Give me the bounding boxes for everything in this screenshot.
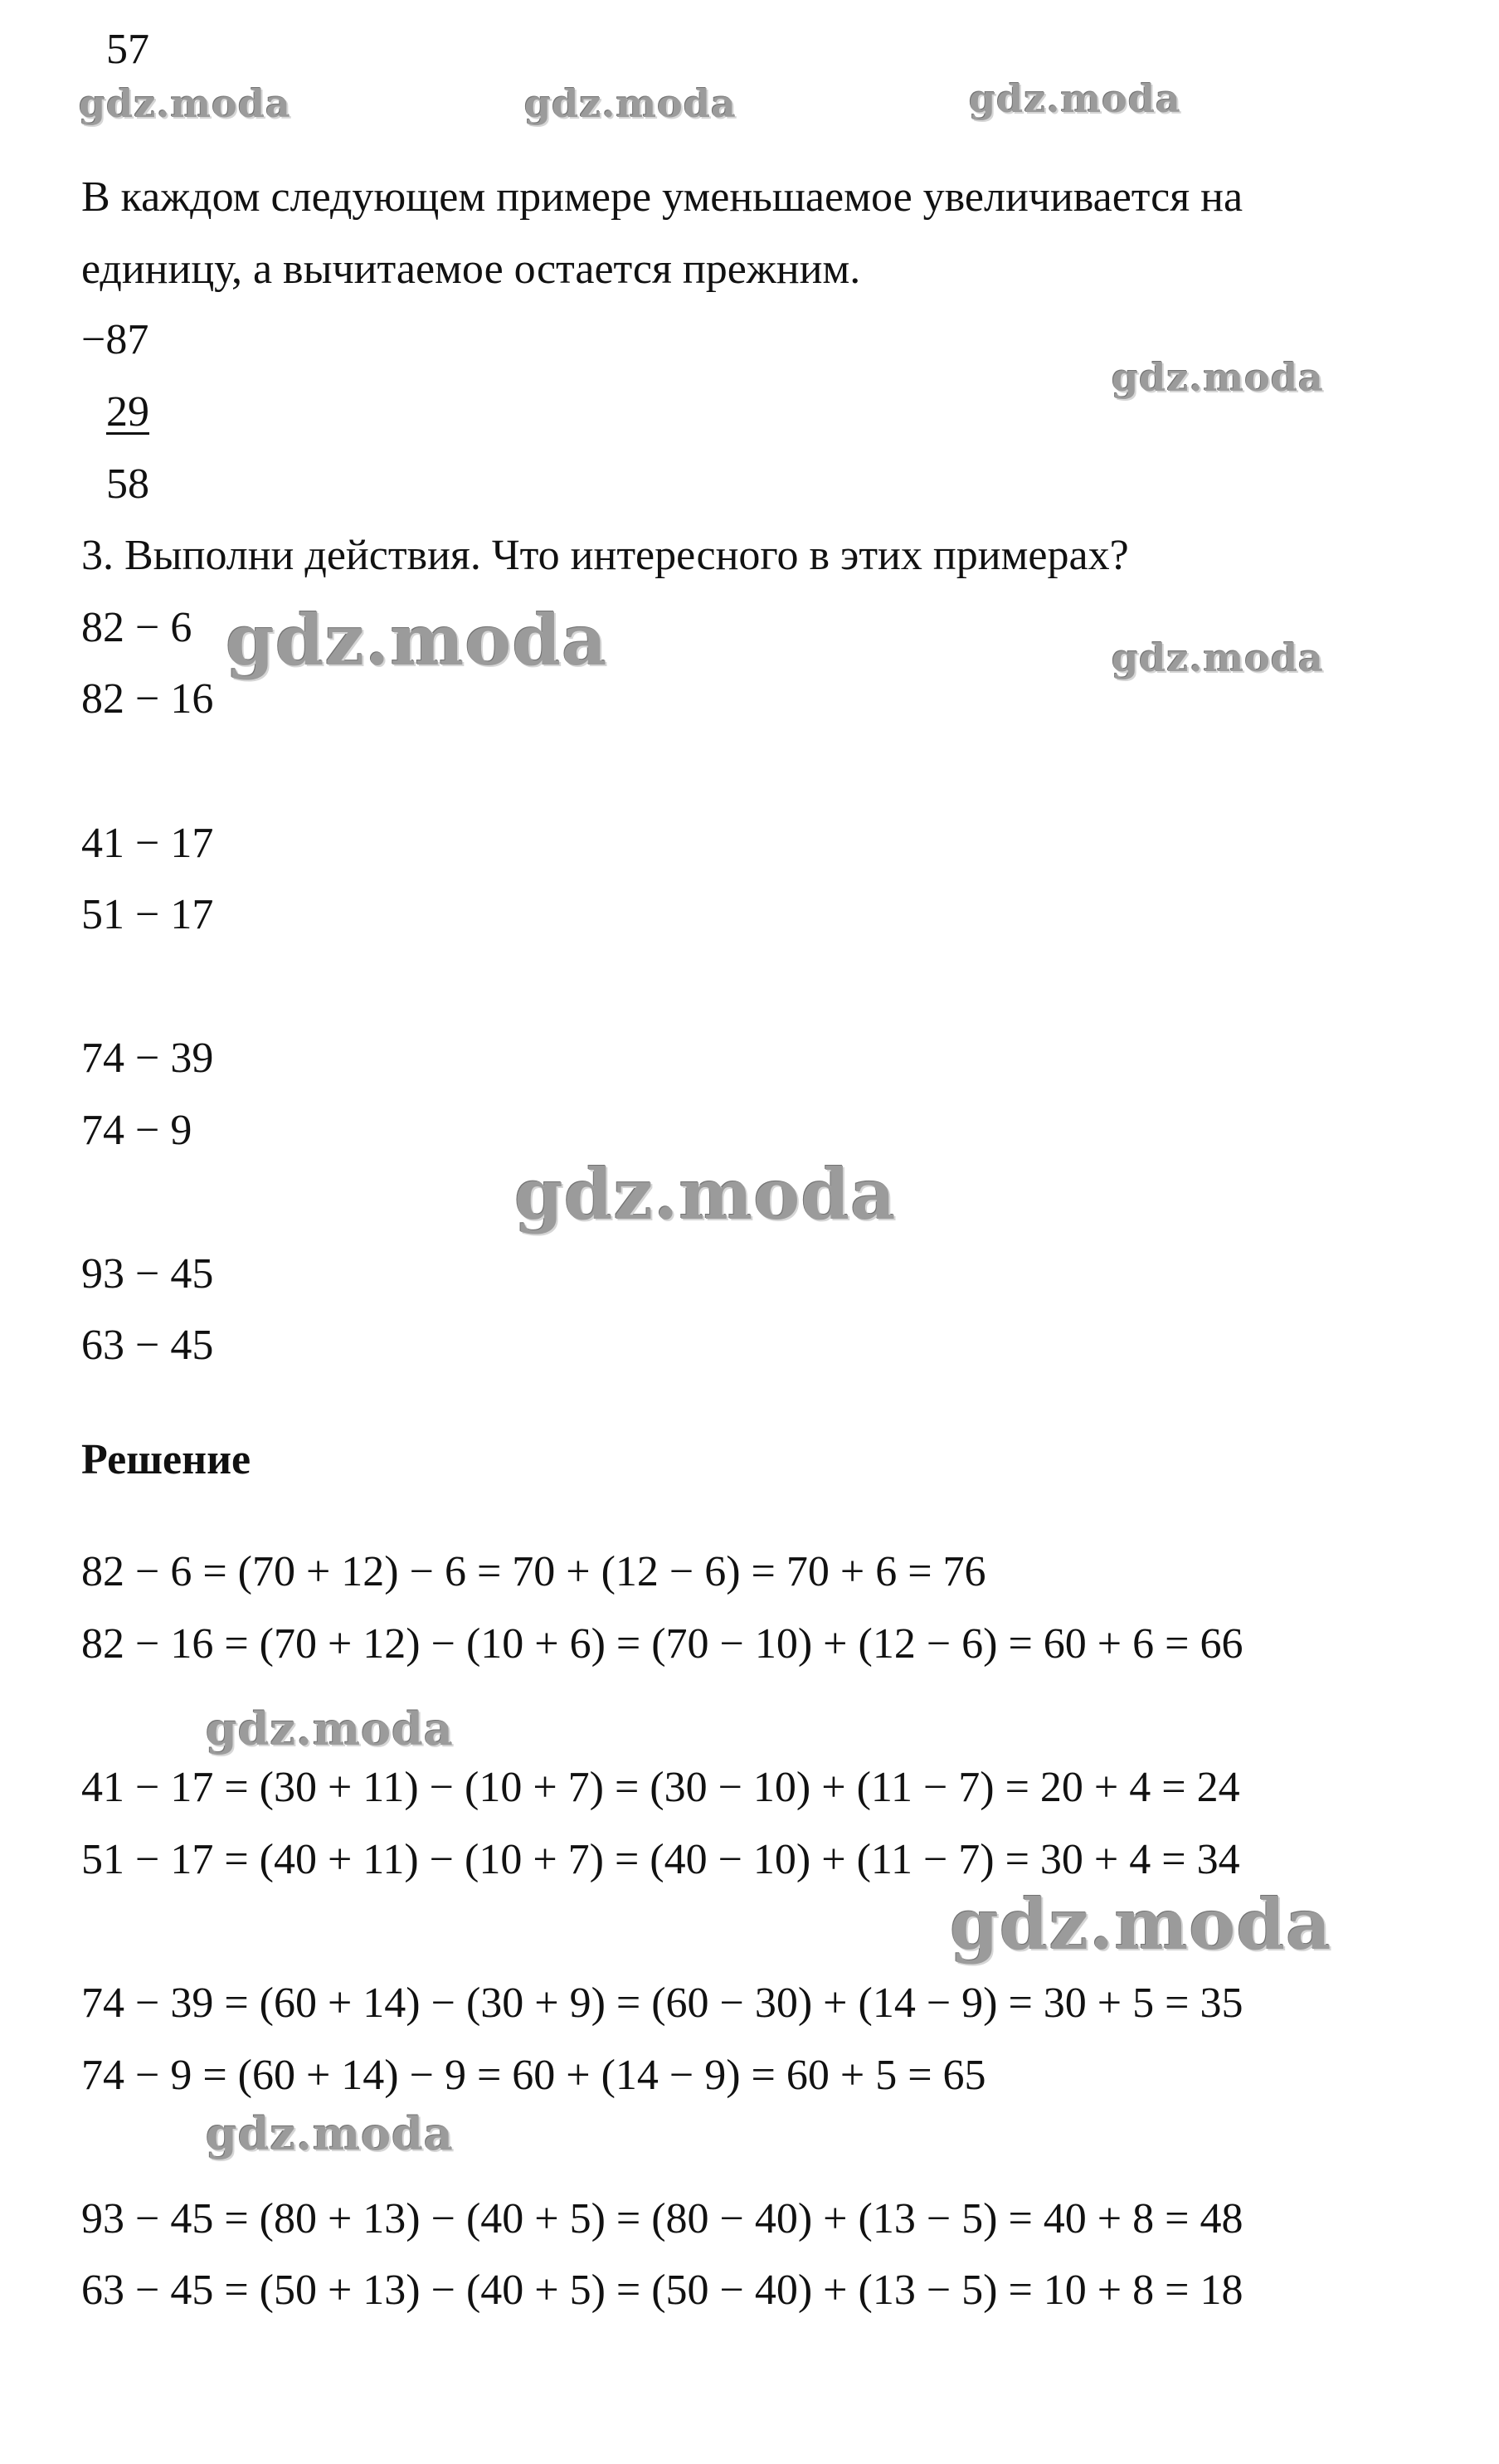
column-subtrahend: 29 <box>106 388 149 436</box>
exercise-item: 82 − 6 <box>81 604 192 651</box>
watermark: gdz.moda <box>206 1702 454 1755</box>
watermark: gdz.moda <box>514 1153 897 1235</box>
column-result: 58 <box>106 460 149 508</box>
solution-line: 41 − 17 = (30 + 11) − (10 + 7) = (30 − 10) + (11 − 7) = 20 + 4 = 24 <box>81 1764 1240 1811</box>
exercise-item: 74 − 9 <box>81 1107 192 1154</box>
column-minuend: −87 <box>81 316 149 363</box>
exercise-item: 63 − 45 <box>81 1322 214 1369</box>
page-number: 57 <box>106 26 149 73</box>
explanation-line-1: В каждом следующем примере уменьшаемое увеличивается на <box>81 173 1243 221</box>
solution-line: 74 − 9 = (60 + 14) − 9 = 60 + (14 − 9) = 60 + 5 = 65 <box>81 2052 986 2099</box>
task-title: 3. Выполни действия. Что интересного в этих примерах? <box>81 532 1129 579</box>
solution-line: 82 − 6 = (70 + 12) − 6 = 70 + (12 − 6) = 70 + 6 = 76 <box>81 1548 986 1595</box>
solution-line: 82 − 16 = (70 + 12) − (10 + 6) = (70 − 10) + (12 − 6) = 60 + 6 = 66 <box>81 1620 1243 1668</box>
watermark: gdz.moda <box>206 2107 454 2160</box>
solution-line: 74 − 39 = (60 + 14) − (30 + 9) = (60 − 30) + (14 − 9) = 30 + 5 = 35 <box>81 1979 1243 2027</box>
solution-line: 93 − 45 = (80 + 13) − (40 + 5) = (80 − 40) + (13 − 5) = 40 + 8 = 48 <box>81 2195 1243 2242</box>
watermark: gdz.moda <box>1112 635 1324 680</box>
watermark: gdz.moda <box>79 81 291 126</box>
watermark: gdz.moda <box>226 599 608 681</box>
solution-line: 63 − 45 = (50 + 13) − (40 + 5) = (50 − 40) + (13 − 5) = 10 + 8 = 18 <box>81 2267 1243 2314</box>
watermark: gdz.moda <box>969 76 1181 121</box>
watermark: gdz.moda <box>524 81 737 126</box>
exercise-item: 51 − 17 <box>81 891 214 938</box>
watermark: gdz.moda <box>1112 355 1324 400</box>
exercise-item: 82 − 16 <box>81 675 214 723</box>
watermark: gdz.moda <box>950 1883 1332 1965</box>
exercise-item: 74 − 39 <box>81 1035 214 1082</box>
solution-heading: Решение <box>81 1436 251 1483</box>
exercise-item: 93 − 45 <box>81 1250 214 1298</box>
exercise-item: 41 − 17 <box>81 820 214 867</box>
solution-line: 51 − 17 = (40 + 11) − (10 + 7) = (40 − 10) + (11 − 7) = 30 + 4 = 34 <box>81 1836 1240 1883</box>
explanation-line-2: единицу, а вычитаемое остается прежним. <box>81 246 861 293</box>
